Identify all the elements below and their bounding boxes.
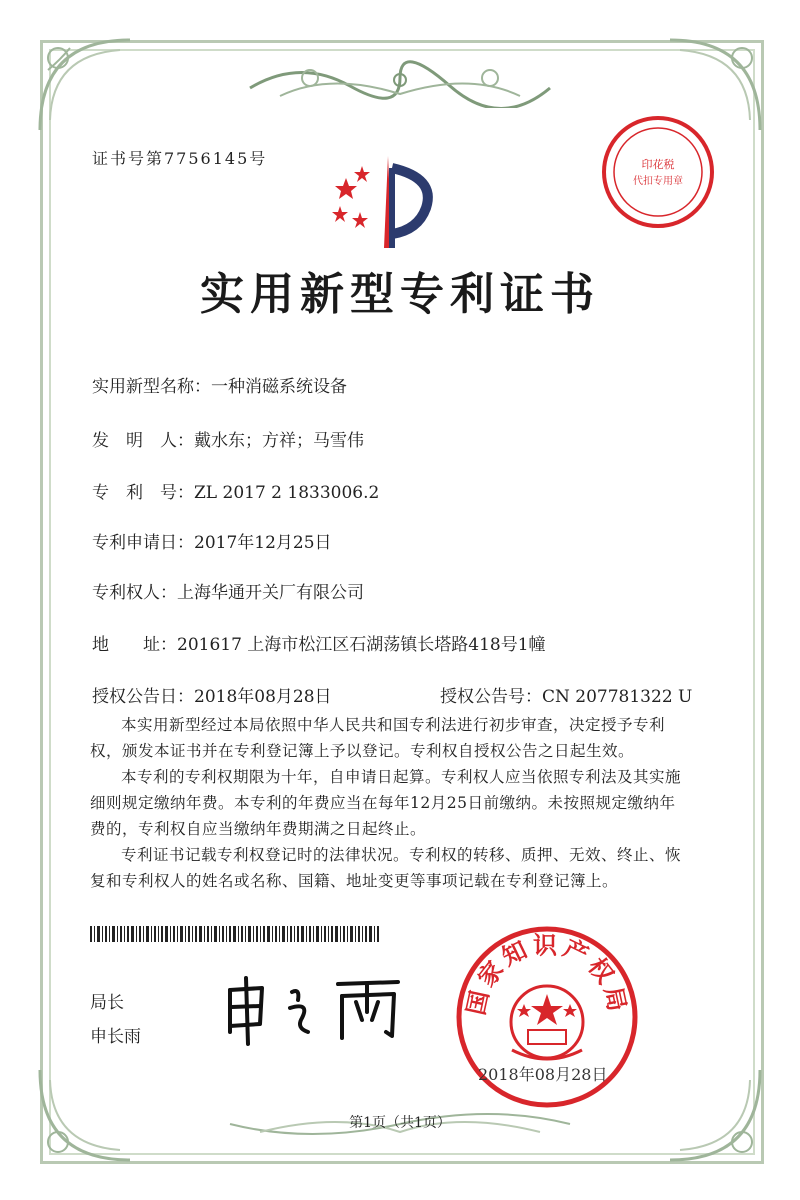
field-label: 专利权人： [92, 583, 177, 603]
field-label: 专利申请日： [92, 533, 194, 553]
patent-office-emblem-icon [326, 148, 446, 258]
field-patent-number [92, 478, 379, 503]
body-paragraph-3: 专利证书记载专利权登记时的法律状况。专利权的转移、质押、无效、终止、恢复和专利权人的姓名或名称、国籍、地址变更等事项记载在专利登记簿上。 [90, 846, 682, 890]
body-paragraph-2: 本专利的专利权期限为十年，自申请日起算。专利权人应当依照专利法及其实施细则规定缴纳年费。本专利的年费应当在每年12月25日前缴纳。未按照规定缴纳年费的，专利权自应当缴纳年费期满之日起终止。 [90, 768, 682, 838]
field-publication-date [92, 682, 332, 707]
svg-text:代扣专用章: 代扣专用章 [633, 176, 683, 187]
field-label: 授权公告号： [440, 687, 542, 707]
tax-stamp-seal [598, 112, 718, 232]
svg-text:国家知识产权局: 国家知识产权局 [461, 931, 633, 1018]
barcode [90, 926, 380, 942]
director-signature [210, 972, 410, 1052]
field-label: 专 利 号： [92, 483, 194, 503]
field-value: 戴水东；方祥；马雪伟 [194, 431, 364, 451]
field-label: 授权公告日： [92, 687, 194, 707]
certificate-title: 实用新型专利证书 [200, 269, 600, 320]
top-scroll-ornament [240, 58, 560, 108]
field-utility-model-name [92, 372, 347, 397]
svg-text:印花税: 印花税 [641, 158, 675, 171]
field-value: 2018年08月28日 [194, 687, 332, 707]
certificate-body [90, 712, 690, 894]
field-label: 发 明 人： [92, 431, 194, 451]
field-value: 201617 上海市松江区石湖荡镇长塔路418号1幢 [177, 635, 546, 655]
body-paragraph-1: 本实用新型经过本局依照中华人民共和国专利法进行初步审查，决定授予专利权，颁发本证书并在专利登记簿上予以登记。专利权自授权公告之日起生效。 [90, 716, 666, 760]
field-address [92, 630, 546, 655]
seal-date: 2018年08月28日 [478, 1065, 608, 1084]
field-publication-number [440, 682, 692, 707]
field-filing-date [92, 528, 332, 553]
field-value: ZL 2017 2 1833006.2 [194, 483, 380, 503]
field-label: 地 址： [92, 635, 177, 655]
field-patentee [92, 578, 364, 603]
corner-ornament-top-left [30, 30, 140, 140]
field-value: 2017年12月25日 [194, 533, 332, 553]
director-name: 申长雨 [90, 1027, 141, 1047]
field-value: 一种消磁系统设备 [211, 377, 347, 397]
field-label: 实用新型名称： [92, 377, 211, 397]
page-number: 第1页（共1页） [349, 1115, 451, 1131]
certificate-number: 证书号第7756145号 [92, 149, 268, 168]
field-value: 上海华通开关厂有限公司 [177, 583, 364, 603]
director-title: 局长 [90, 993, 124, 1013]
field-inventor [92, 426, 364, 451]
field-value: CN 207781322 U [542, 687, 693, 707]
